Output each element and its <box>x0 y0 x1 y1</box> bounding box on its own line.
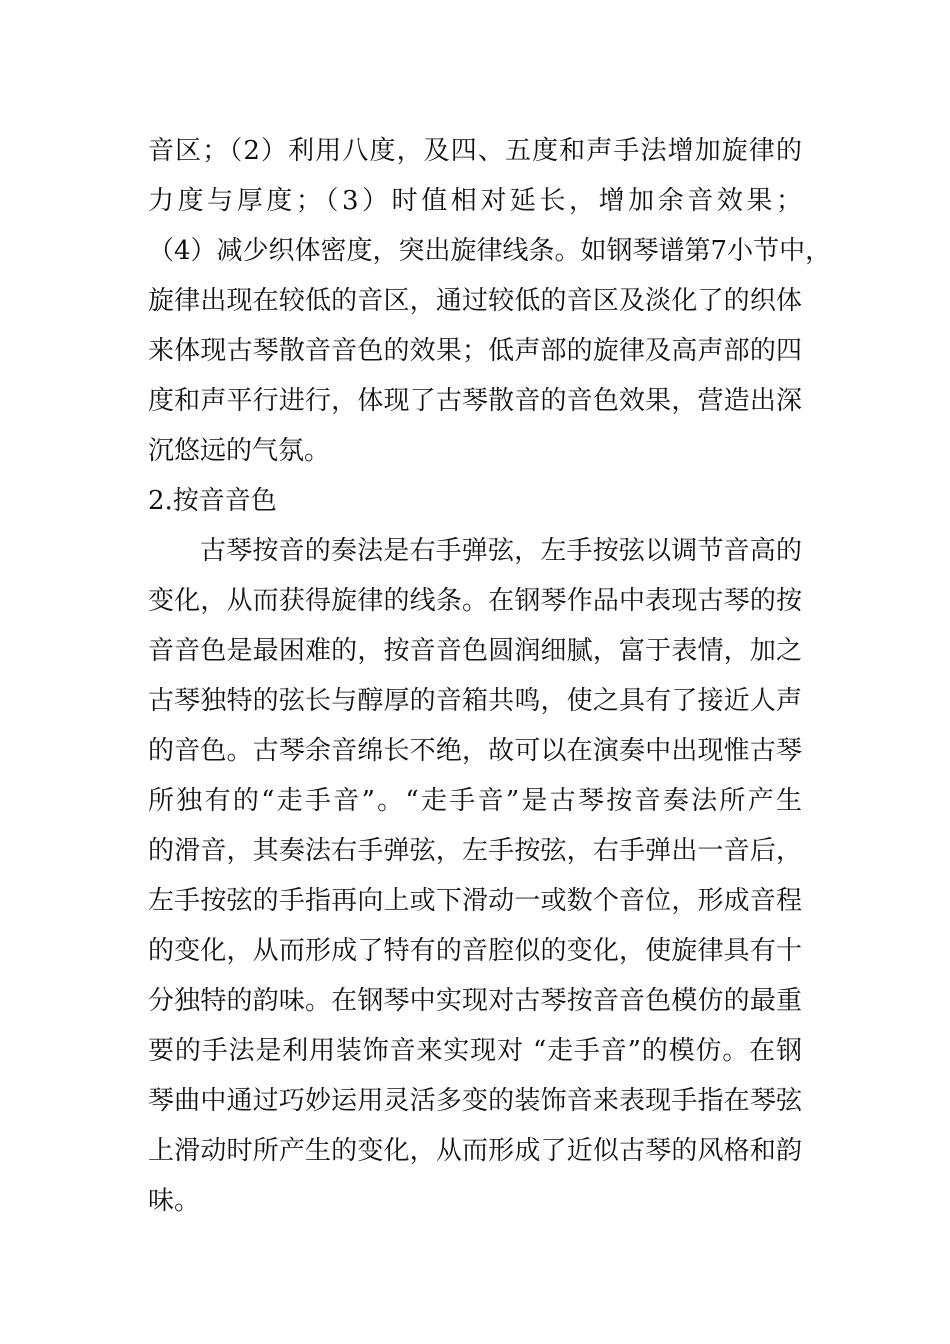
paragraph-line: 味。 <box>148 1186 201 1216</box>
paragraph-line: 古琴按音的奏法是右手弹弦，左手按弦以调节音高的 <box>200 536 802 566</box>
paragraph-line: 变化，从而获得旋律的线条。在钢琴作品中表现古琴的按 <box>148 586 802 616</box>
paragraph-line: 左手按弦的手指再向上或下滑动一或数个音位，形成音程 <box>148 886 802 916</box>
paragraph-line: 古琴独特的弦长与醇厚的音箱共鸣，使之具有了接近人声 <box>148 686 802 716</box>
paragraph-line: 沉悠远的气氛。 <box>148 436 331 466</box>
paragraph-line: 来体现古琴散音音色的效果；低声部的旋律及高声部的四 <box>148 336 802 366</box>
paragraph-line: 上滑动时所产生的变化，从而形成了近似古琴的风格和韵 <box>148 1136 802 1166</box>
paragraph-line: 力度与厚度；（3）时值相对延长，增加余音效果； <box>148 186 802 216</box>
paragraph-line: （4）减少织体密度，突出旋律线条。如钢琴谱第7小节中， <box>148 236 832 266</box>
section-heading: 2.按音音色 <box>148 486 277 516</box>
paragraph-line: 音区；（2）利用八度，及四、五度和声手法增加旋律的 <box>148 136 802 166</box>
paragraph-line: 的音色。古琴余音绵长不绝，故可以在演奏中出现惟古琴 <box>148 736 802 766</box>
paragraph-line: 度和声平行进行，体现了古琴散音的音色效果，营造出深 <box>148 386 802 416</box>
paragraph-line: 所独有的“走手音”。“走手音”是古琴按音奏法所产生 <box>148 786 802 816</box>
paragraph-line: 音音色是最困难的，按音音色圆润细腻，富于表情，加之 <box>148 636 802 666</box>
paragraph-line: 的滑音，其奏法右手弹弦，左手按弦，右手弹出一音后， <box>148 836 802 866</box>
paragraph-line: 旋律出现在较低的音区，通过较低的音区及淡化了的织体 <box>148 286 802 316</box>
paragraph-line: 要的手法是利用装饰音来实现对 “走手音”的模仿。在钢 <box>148 1036 802 1066</box>
paragraph-line: 琴曲中通过巧妙运用灵活多变的装饰音来表现手指在琴弦 <box>148 1086 802 1116</box>
paragraph-line: 的变化，从而形成了特有的音腔似的变化，使旋律具有十 <box>148 936 802 966</box>
paragraph-line: 分独特的韵味。在钢琴中实现对古琴按音音色模仿的最重 <box>148 986 802 1016</box>
